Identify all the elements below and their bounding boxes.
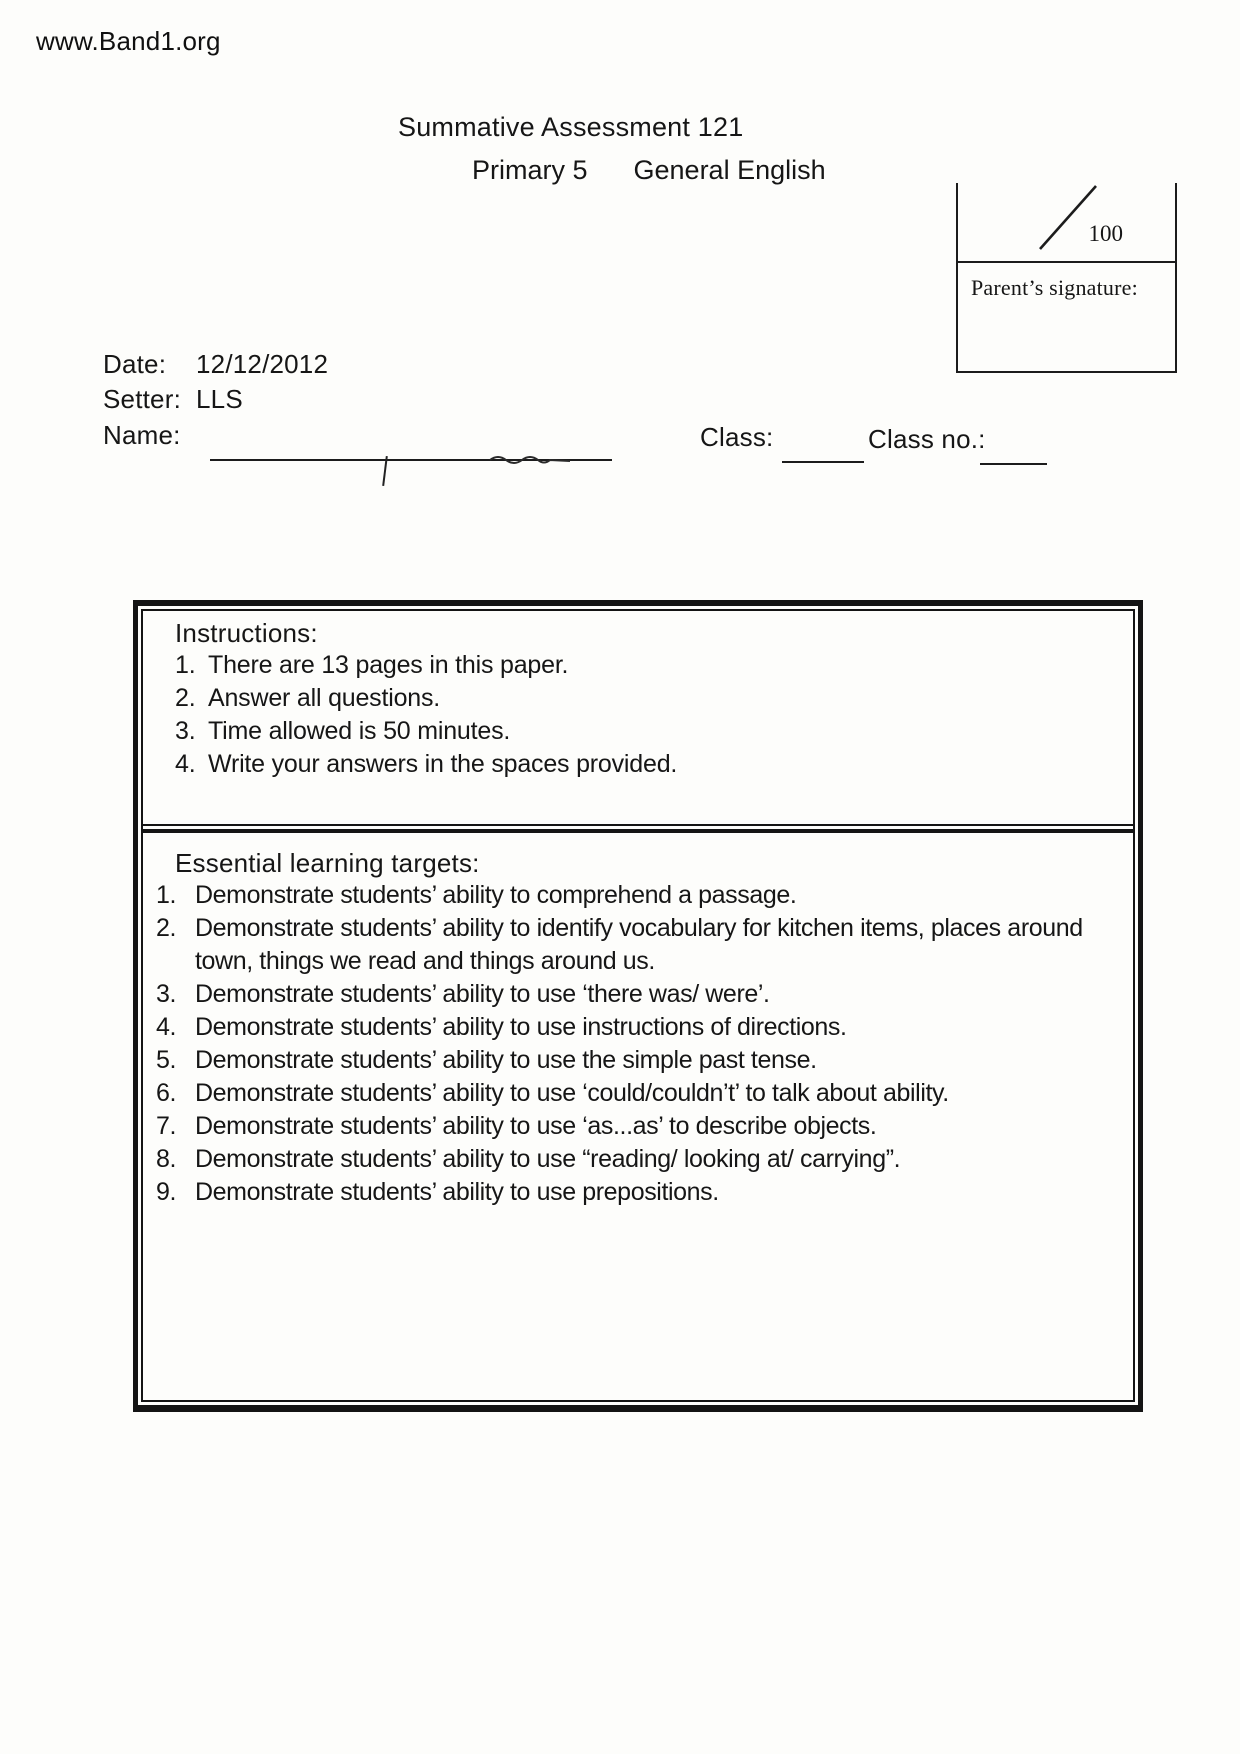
instruction-item (175, 715, 1115, 748)
target-item-number: 7. (156, 1112, 177, 1140)
target-item-number: 6. (156, 1079, 177, 1107)
page-subtitle (472, 155, 826, 186)
target-item (149, 1011, 1127, 1044)
target-item-number: 4. (156, 1013, 177, 1041)
targets-section (143, 829, 1133, 1400)
instruction-item-text: Answer all questions. (208, 684, 441, 712)
scan-artifact-squiggle (488, 452, 572, 466)
target-item (149, 1044, 1127, 1077)
class-underline (782, 461, 864, 463)
target-item-text: Demonstrate students’ ability to use instructions of directions. (195, 1013, 847, 1041)
instructions-list (175, 649, 1115, 781)
target-item-text: Demonstrate students’ ability to use the simple past tense. (195, 1046, 817, 1074)
target-item (149, 1143, 1127, 1176)
parent-signature-label: Parent’s signature: (971, 275, 1138, 300)
instruction-item-number: 4. (175, 750, 196, 778)
target-item (149, 879, 1127, 912)
target-item-text: Demonstrate students’ ability to use “reading/ looking at/ carrying”. (195, 1145, 901, 1173)
setter-label: Setter: (103, 384, 181, 414)
target-item-number: 5. (156, 1046, 177, 1074)
signature-cell (958, 263, 1175, 371)
score-signature-box (956, 183, 1177, 373)
instruction-item-number: 1. (175, 651, 196, 679)
instruction-item (175, 682, 1115, 715)
score-cell (958, 183, 1175, 263)
target-item (149, 1110, 1127, 1143)
instruction-item (175, 649, 1115, 682)
class-no-underline (980, 463, 1047, 465)
target-item-number: 1. (156, 881, 177, 909)
targets-heading: Essential learning targets: (175, 848, 480, 878)
targets-list (149, 879, 1127, 1209)
score-total: 100 (1088, 221, 1123, 246)
target-item (149, 978, 1127, 1011)
instruction-item-text: Time allowed is 50 minutes. (208, 717, 511, 745)
setter-value: LLS (196, 384, 243, 414)
name-label: Name: (103, 420, 181, 450)
info-box (133, 600, 1143, 1412)
page-title: Summative Assessment 121 (398, 112, 744, 142)
instructions-section (143, 611, 1133, 826)
instruction-item-number: 2. (175, 684, 196, 712)
instruction-item-text: There are 13 pages in this paper. (208, 651, 569, 679)
date-label: Date: (103, 349, 167, 379)
target-item-text: Demonstrate students’ ability to use ‘as...as’ to describe objects. (195, 1112, 877, 1140)
date-value: 12/12/2012 (196, 349, 329, 379)
instruction-item-text: Write your answers in the spaces provided. (208, 750, 678, 778)
target-item-text: Demonstrate students’ ability to use ‘there was/ were’. (195, 980, 770, 1008)
instruction-item (175, 748, 1115, 781)
target-item-text: Demonstrate students’ ability to identify vocabulary for kitchen items, places around town, things we read and things around us. (195, 914, 1083, 975)
subtitle-subject: General English (633, 155, 826, 185)
subtitle-grade: Primary 5 (472, 155, 588, 185)
target-item (149, 1077, 1127, 1110)
target-item-text: Demonstrate students’ ability to use ‘could/couldn’t’ to talk about ability. (195, 1079, 949, 1107)
watermark-url: www.Band1.org (36, 26, 221, 56)
class-label: Class: (700, 422, 774, 452)
target-item-text: Demonstrate students’ ability to use prepositions. (195, 1178, 719, 1206)
target-item-number: 9. (156, 1178, 177, 1206)
instruction-item-number: 3. (175, 717, 196, 745)
instructions-heading: Instructions: (175, 618, 318, 648)
target-item-number: 8. (156, 1145, 177, 1173)
class-no-label: Class no.: (868, 424, 986, 454)
target-item (149, 912, 1127, 978)
target-item-number: 2. (156, 914, 177, 942)
target-item-number: 3. (156, 980, 177, 1008)
target-item-text: Demonstrate students’ ability to comprehend a passage. (195, 881, 797, 909)
target-item (149, 1176, 1127, 1209)
info-box-inner (141, 609, 1135, 1402)
